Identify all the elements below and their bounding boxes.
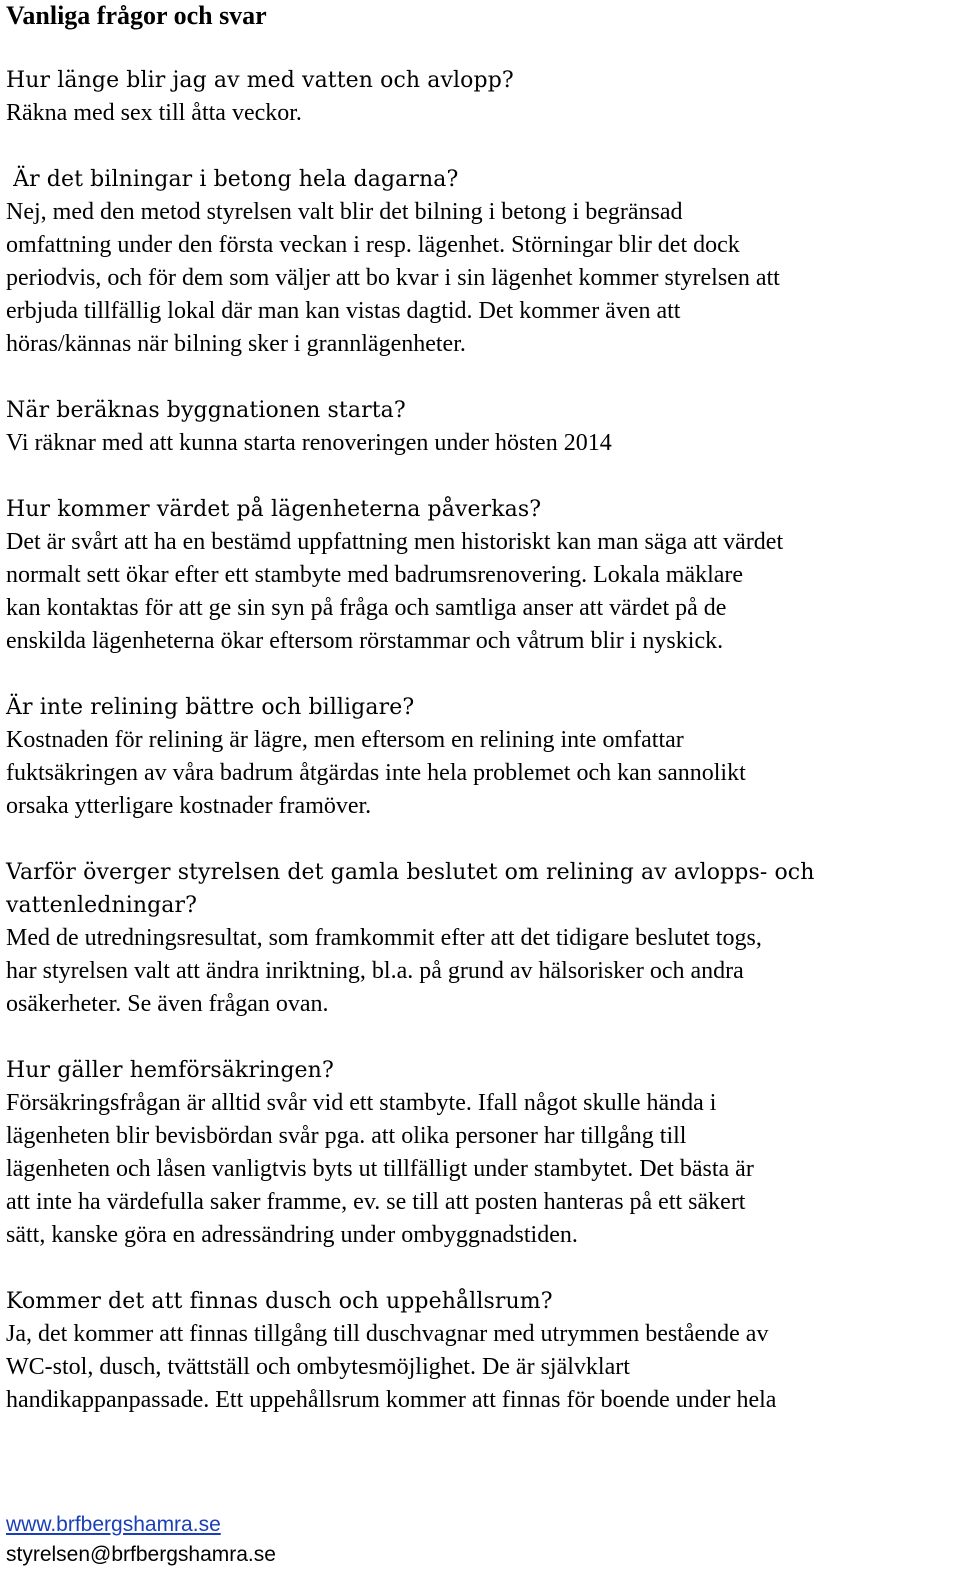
faq-question: Hur gäller hemförsäkringen?: [6, 1058, 334, 1083]
faq-question: Hur länge blir jag av med vatten och avlopp?: [6, 68, 514, 93]
faq-answer: Ja, det kommer att finnas tillgång till duschvagnar med utrymmen bestående av WC-stol, dusch, tvättställ och ombytesmöjlighet. De är självklart handikappanpassade. Ett uppehållsrum kommer att finnas för boende under hela: [6, 1321, 777, 1413]
faq-item: [6, 856, 952, 1021]
faq-question: Är det bilningar i betong hela dagarna?: [6, 167, 459, 192]
faq-answer: Kostnaden för relining är lägre, men eftersom en relining inte omfattar fuktsäkringen av våra badrum åtgärdas inte hela problemet och kan sannolikt orsaka ytterligare kostnader framöver.: [6, 727, 746, 819]
faq-item: [6, 64, 952, 130]
faq-item: [6, 163, 952, 361]
faq-item: [6, 394, 952, 460]
faq-question: Kommer det att finnas dusch och uppehållsrum?: [6, 1289, 553, 1314]
page-footer: [6, 1510, 276, 1570]
faq-answer: Med de utredningsresultat, som framkommit efter att det tidigare beslutet togs, har styrelsen valt att ändra inriktning, bl.a. på grund av hälsorisker och andra osäkerheter. Se även frågan ovan.: [6, 925, 762, 1017]
faq-answer: Nej, med den metod styrelsen valt blir det bilning i betong i begränsad omfattning under den första veckan i resp. lägenhet. Störningar blir det dock periodvis, och för dem som väljer att bo kvar i sin lägenhet kommer styrelsen att erbjuda tillfällig lokal där man kan vistas dagtid. Det kommer även att höras/kännas när bilning sker i grannlägenheter.: [6, 199, 780, 357]
faq-item: [6, 1054, 952, 1252]
faq-item: [6, 1285, 952, 1417]
faq-item: [6, 493, 952, 658]
faq-item: [6, 691, 952, 823]
faq-question: Är inte relining bättre och billigare?: [6, 695, 415, 720]
email-address: styrelsen@brfbergshamra.se: [6, 1543, 276, 1566]
faq-question: Varför överger styrelsen det gamla beslutet om relining av avlopps- och vattenledningar?: [6, 860, 815, 918]
page-title: Vanliga frågor och svar: [6, 1, 267, 30]
faq-answer: Räkna med sex till åtta veckor.: [6, 100, 302, 126]
website-link[interactable]: www.brfbergshamra.se: [6, 1513, 221, 1536]
faq-question: När beräknas byggnationen starta?: [6, 398, 406, 423]
faq-answer: Det är svårt att ha en bestämd uppfattning men historiskt kan man säga att värdet normalt sett ökar efter ett stambyte med badrumsrenovering. Lokala mäklare kan kontaktas för att ge sin syn på fråga och samtliga anser att värdet på de enskilda lägenheterna ökar eftersom rörstammar och våtrum blir i nyskick.: [6, 529, 784, 654]
document-page: [6, 0, 952, 1417]
faq-question: Hur kommer värdet på lägenheterna påverkas?: [6, 497, 542, 522]
faq-answer: Försäkringsfrågan är alltid svår vid ett stambyte. Ifall något skulle hända i lägenheten blir bevisbördan svår pga. att olika personer har tillgång till lägenheten och låsen vanligtvis byts ut tillfälligt under stambytet. Det bästa är att inte ha värdefulla saker framme, ev. se till att posten hanteras på ett säkert sätt, kanske göra en adressändring under ombyggnadstiden.: [6, 1090, 754, 1248]
faq-answer: Vi räknar med att kunna starta renoveringen under hösten 2014: [6, 430, 612, 456]
